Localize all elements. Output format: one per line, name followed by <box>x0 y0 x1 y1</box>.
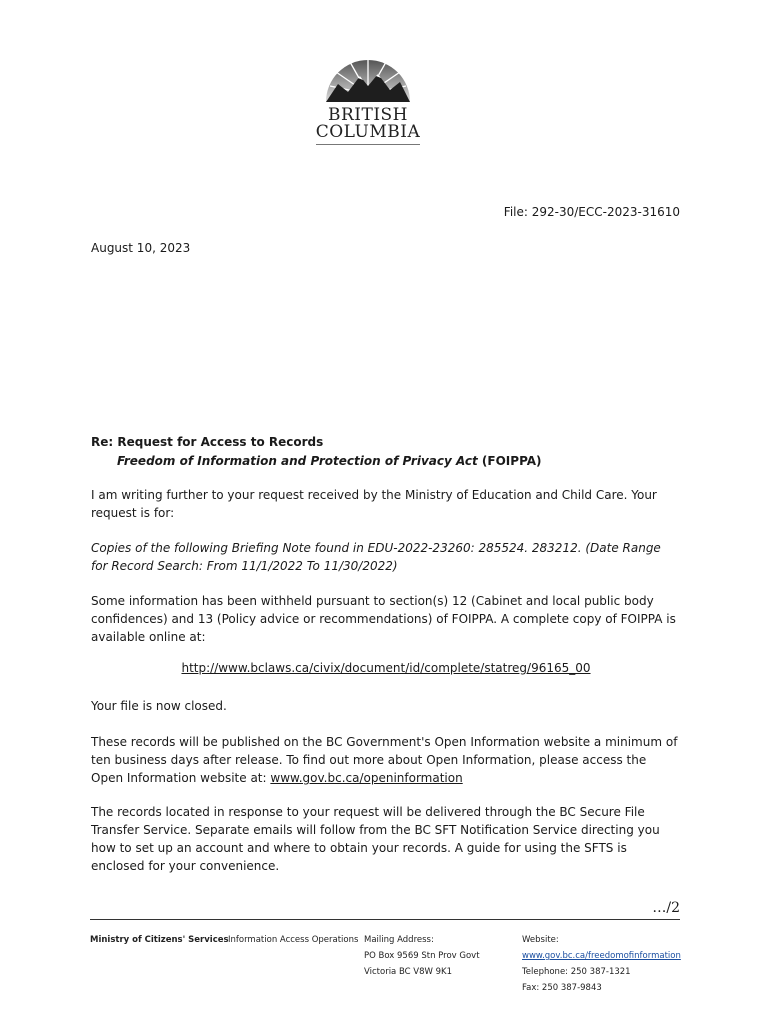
open-info-text: These records will be published on the BC Government's Open Information website a minimum of ten business days after release. To find out more about Open Information, please access the Open Information website at: <box>91 735 678 785</box>
open-information-link[interactable]: www.gov.bc.ca/openinformation <box>270 771 463 785</box>
page-continuation: …/2 <box>652 900 680 916</box>
logo-wordmark-line2: COLUMBIA <box>315 122 421 142</box>
logo-wordmark-line1: BRITISH <box>327 105 409 125</box>
footer-mailing-address <box>364 932 480 980</box>
fax: Fax: 250 387-9843 <box>522 983 602 993</box>
footer-contact <box>522 932 681 996</box>
act-abbreviation: (FOIPPA) <box>477 454 542 468</box>
paragraph-open-information <box>91 733 681 787</box>
freedom-of-information-link[interactable]: www.gov.bc.ca/freedomofinformation <box>522 951 681 961</box>
footer-ministry: Ministry of Citizens' Services <box>90 935 229 945</box>
mailing-label: Mailing Address: <box>364 935 434 945</box>
paragraph-withheld-info: Some information has been withheld pursuant to section(s) 12 (Cabinet and local public body confidences) and 13 (Policy advice or recommendations) of FOIPPA. A complete copy of FOIPPA is available online at: <box>91 594 676 644</box>
paragraph-request-intro: I am writing further to your request received by the Ministry of Education and Child Care. Your request is for: <box>91 488 657 520</box>
mailing-line2: Victoria BC V8W 9K1 <box>364 967 453 977</box>
subject-line: Re: Request for Access to Records <box>91 435 324 449</box>
letter-date: August 10, 2023 <box>91 241 191 255</box>
mailing-line1: PO Box 9569 Stn Prov Govt <box>364 951 480 961</box>
sun-mountains-icon <box>312 44 424 106</box>
footer-office: Information Access Operations <box>228 935 359 945</box>
subject-act-line <box>91 452 542 471</box>
footer-divider <box>90 919 680 920</box>
file-number: File: 292-30/ECC-2023-31610 <box>503 205 680 219</box>
paragraph-file-closed: Your file is now closed. <box>91 699 227 713</box>
foippa-link[interactable]: http://www.bclaws.ca/civix/document/id/complete/statreg/96165_00 <box>181 661 591 675</box>
website-label: Website: <box>522 935 559 945</box>
logo-underline <box>316 144 420 145</box>
paragraph-sfts-delivery: The records located in response to your request will be delivered through the BC Secure File Transfer Service. Separate emails will follow from the BC SFT Notification Service directing you how to set up an account and where to obtain your records. A guide for using the SFTS is enclosed for your convenience. <box>91 805 660 873</box>
subject-block <box>91 433 542 471</box>
paragraph-request-text: Copies of the following Briefing Note found in EDU-2022-23260: 285524. 283212. (Date Range for Record Search: From 11/1/2022 To 11/30/2022) <box>91 541 661 573</box>
bc-government-logo <box>312 44 424 148</box>
act-title: Freedom of Information and Protection of Privacy Act <box>117 454 478 468</box>
telephone: Telephone: 250 387-1321 <box>522 967 631 977</box>
